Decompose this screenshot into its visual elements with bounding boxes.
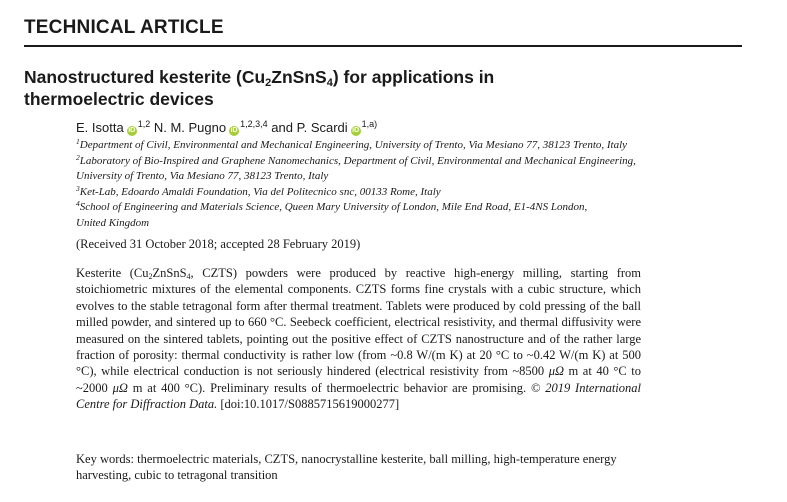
title-subscript: 2	[265, 77, 272, 89]
section-label: TECHNICAL ARTICLE	[24, 17, 224, 38]
affiliation	[76, 154, 756, 185]
affiliation-text: Laboratory of Bio-Inspired and Graphene Nanomechanics, Department of Civil, Environmental and Mechanical Engineering,	[79, 154, 636, 167]
keywords: Key words: thermoelectric materials, CZTS, nanocrystalline kesterite, ball milling, high-temperature energy harvesting, cubic to tetragonal transition	[76, 452, 617, 483]
author-affiliation: 1,a)	[361, 119, 378, 129]
title-text: ) for applications in	[332, 67, 495, 87]
title-text: thermoelectric devices	[24, 89, 214, 109]
abstract-unit: μΩ	[548, 364, 565, 379]
affiliation-number: 1	[76, 137, 80, 146]
affiliation	[76, 185, 756, 201]
abstract-unit: μΩ	[112, 380, 128, 395]
affiliation-number: 2	[76, 152, 80, 162]
author-joiner: and	[271, 120, 293, 135]
abstract-text: , CZTS) powders were produced by reactive high-energy milling, starting from stoichiometric mixtures of the elemental components. CZTS forms fine crystals with a cubic structure, which evolves to the stable tetragonal form after thermal treatment. Tablets were produced by cold pressing of the ball milled powder, and sintered up to 660 °C. Seebeck coefficient, electrical resistivity, and thermal diffusivity were measured on the sintered tablets, pointing out the positive effect of CZTS nanostructure and of the rather large fraction of porosity: thermal conductivity is rather low (from ~0.8 W/(m K) at 20 °C to ~0.42 W/(m K) at 500 °C), while electrical conduction is not seriously hindered (electrical resistivity from ~8500	[76, 266, 641, 379]
article-title	[24, 66, 744, 110]
affiliations	[76, 138, 756, 231]
affiliation-number: 4	[76, 199, 80, 208]
title-text: ZnSnS	[271, 67, 327, 87]
author-affiliation: 1,2,3,4	[240, 119, 268, 129]
author-list	[76, 120, 377, 136]
abstract-text: m at 400 °C). Preliminary results of thermoelectric behavior are promising.	[127, 380, 531, 395]
abstract-text: Kesterite (Cu	[76, 266, 149, 280]
abstract	[76, 265, 641, 413]
affiliation-text: University of Trento, Via Mesiano 77, 38123 Trento, Italy	[76, 170, 329, 182]
affiliation	[76, 200, 756, 231]
affiliation-text: Ket-Lab, Edoardo Amaldi Foundation, Via del Politecnico snc, 00133 Rome, Italy	[79, 185, 441, 198]
affiliation-number: 3	[76, 183, 80, 193]
affiliation-text: Department of Civil, Environmental and Mechanical Engineering, University of Trento, Via Mesiano 77, 38123 Trento, Italy	[79, 139, 628, 151]
abstract-subscript: 4	[186, 272, 191, 281]
copyright-notice: © 2019 International Centre for Diffraction Data.	[76, 380, 642, 412]
title-text: Nanostructured kesterite (Cu	[24, 67, 266, 87]
abstract-text: ZnSnS	[152, 266, 187, 280]
affiliation-text: School of Engineering and Materials Science, Queen Mary University of London, Mile End Road, E1-4NS London,	[79, 201, 588, 213]
header-rule	[24, 45, 742, 47]
orcid-icon[interactable]: iD	[352, 127, 360, 134]
abstract-text: m at 40 °C to ~2000	[76, 364, 642, 395]
received-dates: (Received 31 October 2018; accepted 28 February 2019)	[76, 237, 361, 251]
affiliation	[76, 138, 756, 154]
affiliation-text: United Kingdom	[76, 216, 150, 229]
orcid-icon[interactable]: iD	[230, 127, 238, 134]
author-affiliation: 1,2	[137, 119, 151, 129]
doi-link[interactable]: [doi:10.1017/S0885715619000277]	[217, 397, 400, 412]
author-name: E. Isotta	[76, 120, 124, 135]
author-name: N. M. Pugno	[153, 120, 227, 135]
author-name: P. Scardi	[296, 120, 348, 135]
orcid-icon[interactable]: iD	[128, 127, 136, 134]
abstract-subscript: 2	[148, 272, 153, 281]
title-subscript: 4	[326, 77, 333, 89]
